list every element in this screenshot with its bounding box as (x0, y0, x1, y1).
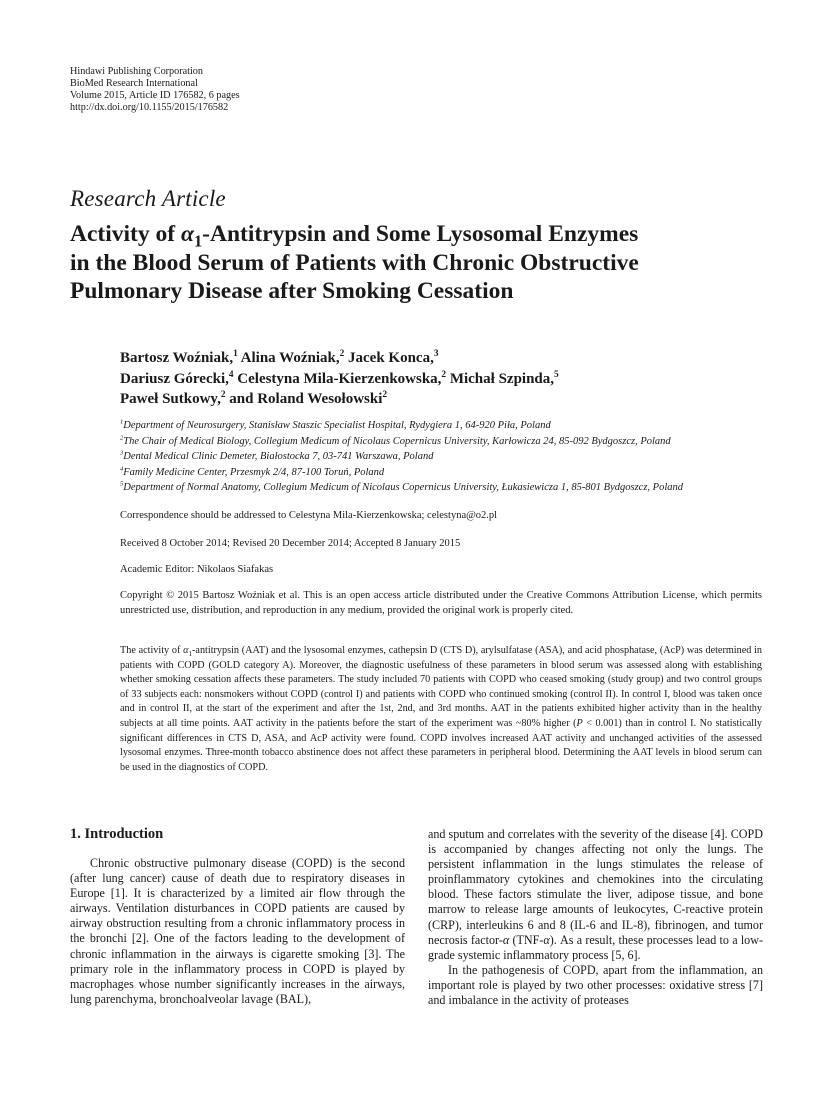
correspondence: Correspondence should be addressed to Celestyna Mila-Kierzenkowska; celestyna@o2.pl (120, 510, 498, 521)
paragraph: Chronic obstructive pulmonary disease (COPD) is the second (after lung cancer) cause of death due to respiratory diseases in Europe [1]. It is characterized by a limited air flow through the airways. Ventilation disturbances in COPD patients are caused by airway obstruction resulting from a chronic inflammatory process in the bronchi [2]. One of the factors leading to the development of chronic inflammation in the airways is cigarette smoking [3]. The primary role in the inflammatory process in COPD is played by macrophages whose number significantly increases in the airways, lung parenchyma, bronchoalveolar lavage (BAL), (70, 856, 405, 1006)
author: Alina Woźniak, (240, 350, 340, 366)
affiliation: $^3$Dental Medical Clinic Demeter, Białostocka 7, 03-741 Warszawa, Poland (120, 449, 434, 463)
academic-editor: Academic Editor: Nikolaos Siafakas (120, 564, 274, 575)
authors-line-3: Paweł Sutkowy,$^2$ and Roland Wesołowski$^2$ (120, 390, 388, 407)
p-symbol: P (576, 717, 583, 729)
title-line-1: Activity of $\alpha_1$-Antitrypsin and Some Lysosomal Enzymes (70, 221, 639, 251)
abstract: The activity of $\alpha_1$-antitrypsin (AAT) and the lysosomal enzymes, cathepsin D (CTS D), arylsulfatase (ASA), and acid phosphatase, (AcP) was determined in patients with COPD (GOLD category A). Moreover, the diagnostic usefulness of these parameters in blood serum was assessed along with establishing whether smoking cessation affects these parameters. The study included 70 patients with COPD who ceased smoking (study group) and two control groups of 33 subjects each: nonsmokers without COPD (control I) and patients with COPD who continued smoking (control II). In control I, blood was taken once and in control II, at the start of the experiment and after the 1st, 2nd, and 3rd months. AAT in the patients exhibited higher activity than in the healthy subjects at all time points. AAT activity in the patients before the start of the experiment was ~80% higher (P < 0.001) than in control I. No statistically significant differences in CTS D, ASA, and AcP activity were found. COPD involves increased AAT activity and unchanged activities of the assessed lysosomal enzymes. Three-month tobacco abstinence does not affect these parameters in peripheral blood. Determining the AAT levels in blood serum can be used in the diagnostics of COPD. (120, 645, 762, 773)
article-title (70, 220, 770, 306)
body-column-right (428, 827, 763, 1008)
journal-name: BioMed Research International (70, 78, 198, 89)
paragraph: and sputum and correlates with the severity of the disease [4]. COPD is accompanied by changes affecting not only the lungs. The persistent inflammation in the lungs stimulates the release of proinflammatory cytokines and chemokines into the circulating blood. These factors stimulate the liver, adipose tissue, and bone marrow to release large amounts of leukocytes, C-reactive protein (CRP), interleukins 6 and 8 (IL-6 and IL-8), fibrinogen, and tumor necrosis factor-α (TNF-α). As a result, these processes lead to a low-grade systemic inflammatory process [5, 6]. (428, 827, 763, 962)
copyright-notice: Copyright © 2015 Bartosz Woźniak et al. This is an open access article distributed under the Creative Commons Attribution License, which permits unrestricted use, distribution, and reproduction in any medium, provided the original work is properly cited. (120, 590, 762, 616)
alpha-symbol: α (502, 932, 510, 947)
received-dates: Received 8 October 2014; Revised 20 December 2014; Accepted 8 January 2015 (120, 538, 461, 549)
alpha-symbol: α (183, 645, 189, 656)
journal-header (70, 66, 240, 114)
section-heading: 1. Introduction (70, 826, 164, 842)
doi-link[interactable]: http://dx.doi.org/10.1155/2015/176582 (70, 102, 229, 113)
paragraph: In the pathogenesis of COPD, apart from the inflammation, an important role is played by two other processes: oxidative stress [7] and imbalance in the activity of proteases (428, 962, 763, 1008)
article-type: Research Article (70, 186, 226, 211)
body-column-left (70, 856, 405, 1007)
author: Michał Szpinda, (449, 370, 555, 387)
author: Paweł Sutkowy, (120, 391, 221, 407)
author: Dariusz Górecki, (120, 370, 229, 387)
author: Celestyna Mila-Kierzenkowska, (237, 370, 442, 387)
author: and Roland Wesołowski (229, 391, 383, 407)
author: Bartosz Woźniak, (120, 350, 234, 366)
publisher: Hindawi Publishing Corporation (70, 66, 203, 77)
authors-line-2: Dariusz Górecki,$^4$ Celestyna Mila-Kierzenkowska,$^2$ Michał Szpinda,$^5$ (120, 369, 559, 387)
title-line-2: in the Blood Serum of Patients with Chronic Obstructive (70, 249, 639, 276)
alpha-symbol: α (180, 221, 194, 247)
author: Jacek Konca, (348, 350, 434, 366)
affiliation: $^1$Department of Neurosurgery, Stanisław Staszic Specialist Hospital, Rydygiera 1, 64-920 Piła, Poland (120, 418, 551, 431)
affiliation: $^2$The Chair of Medical Biology, Collegium Medicum of Nicolaus Copernicus University, Karłowicza 24, 85-092 Bydgoszcz, Poland (120, 434, 671, 447)
author-list (120, 348, 780, 410)
authors-line-1: Bartosz Woźniak,$^1$ Alina Woźniak,$^2$ Jacek Konca,$^3$ (120, 349, 439, 366)
affiliations (120, 418, 780, 496)
affiliation: $^4$Family Medicine Center, Przesmyk 2/4, 87-100 Toruń, Poland (120, 465, 385, 478)
title-line-3: Pulmonary Disease after Smoking Cessation (70, 278, 514, 304)
affiliation: $^5$Department of Normal Anatomy, Collegium Medicum of Nicolaus Copernicus University, Łukasiewicza 1, 85-801 Bydgoszcz, Poland (120, 480, 684, 494)
volume-info: Volume 2015, Article ID 176582, 6 pages (70, 90, 240, 101)
alpha-symbol: α (543, 932, 550, 947)
